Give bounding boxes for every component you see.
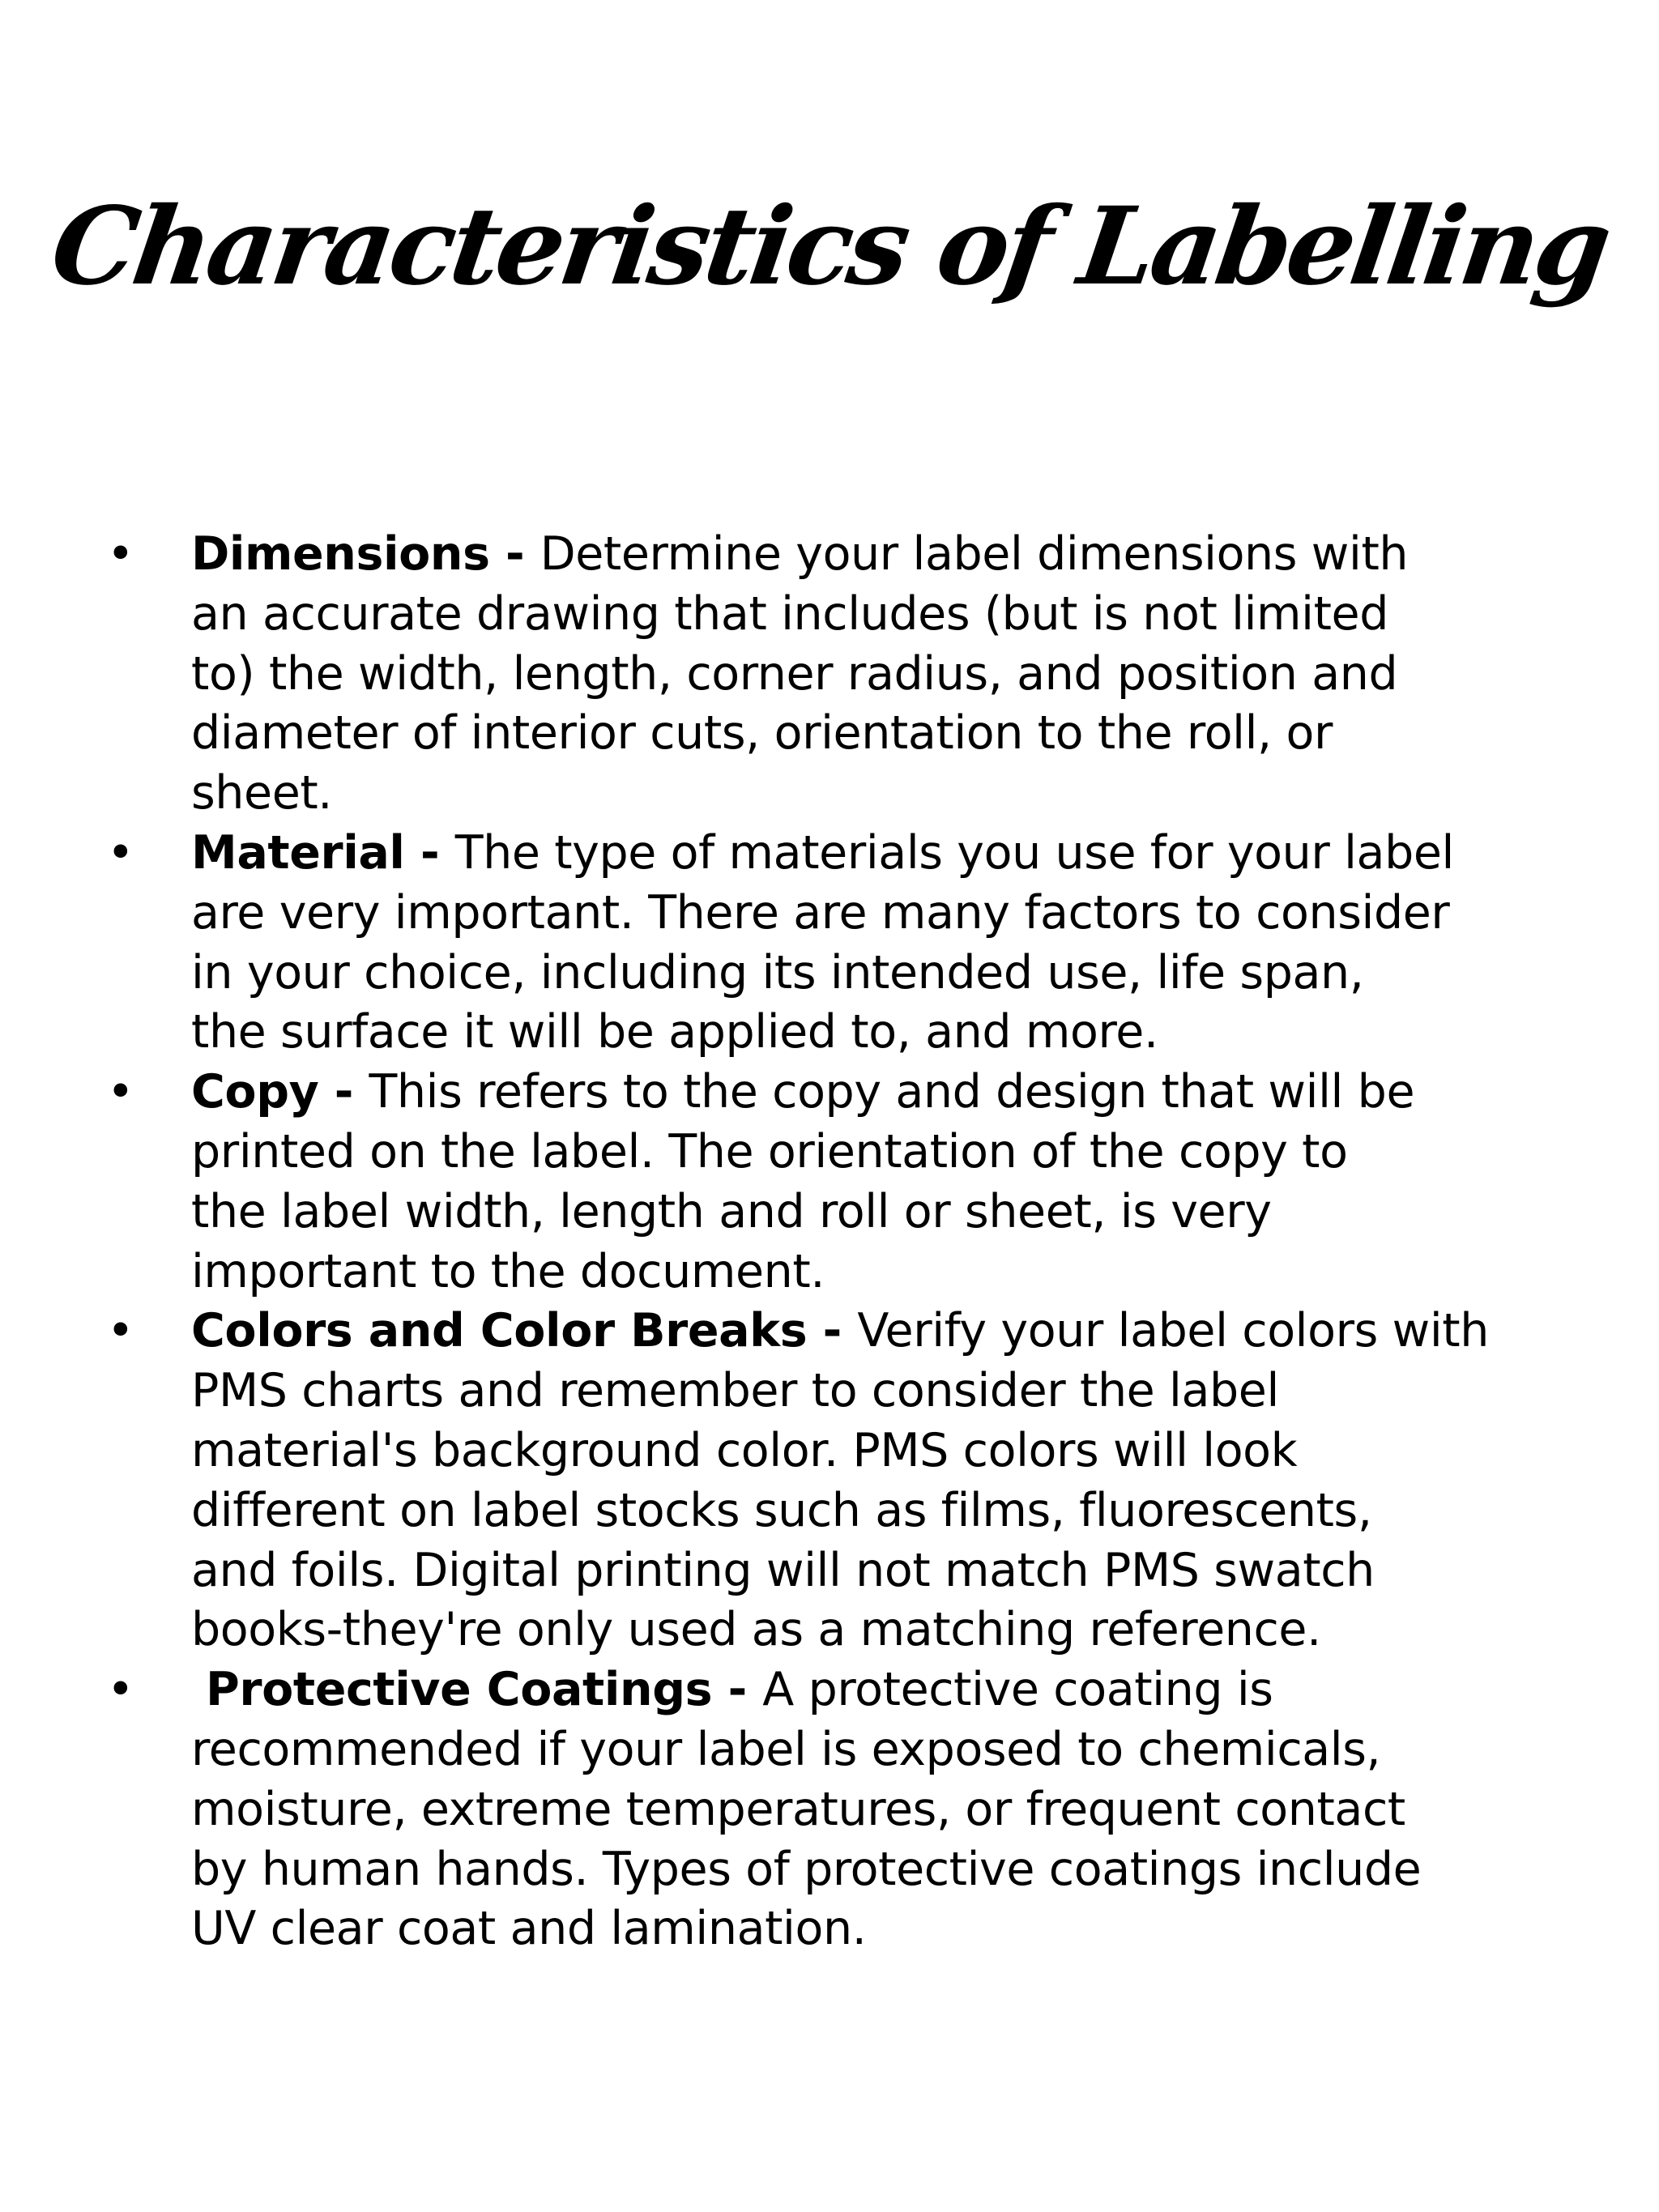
bullet-icon: •	[107, 1304, 134, 1358]
bullet-line	[191, 1302, 1610, 1362]
bullet-line: moisture, extreme temperatures, or frequent contact	[191, 1782, 1405, 1836]
bullet-item-copy	[0, 1063, 1659, 1302]
bullet-line: an accurate drawing that includes (but is not limited	[191, 586, 1389, 641]
bullet-term: Copy -	[191, 1065, 369, 1119]
bullet-line: books-they're only used as a matching reference.	[191, 1603, 1321, 1657]
bullet-text: The type of materials you use for your label	[454, 825, 1454, 880]
bullet-line	[191, 1063, 1610, 1123]
bullet-line: important to the document.	[191, 1244, 825, 1298]
bullet-icon: •	[107, 527, 134, 581]
bullet-line	[191, 525, 1610, 585]
bullet-icon: •	[107, 1663, 134, 1717]
bullet-item-protective-coatings	[0, 1660, 1659, 1959]
bullet-item-material	[0, 824, 1659, 1063]
bullet-line: the surface it will be applied to, and more.	[191, 1005, 1158, 1059]
slide-title: Characteristics of Labelling	[44, 184, 1615, 309]
bullet-line	[191, 1660, 1610, 1720]
bullet-list	[0, 525, 1659, 1959]
bullet-line: recommended if your label is exposed to chemicals,	[191, 1722, 1381, 1776]
bullet-line: printed on the label. The orientation of the copy to	[191, 1124, 1348, 1178]
bullet-line: diameter of interior cuts, orientation to the roll, or	[191, 706, 1333, 761]
bullet-item-colors	[0, 1302, 1659, 1660]
bullet-text: A protective coating is	[762, 1663, 1273, 1717]
bullet-term: Protective Coatings -	[206, 1663, 763, 1717]
bullet-line: and foils. Digital printing will not match PMS swatch	[191, 1543, 1375, 1597]
bullet-line: UV clear coat and lamination.	[191, 1902, 867, 1956]
bullet-line: to) the width, length, corner radius, and position and	[191, 646, 1398, 701]
bullet-line: material's background color. PMS colors will look	[191, 1423, 1298, 1477]
bullet-line: are very important. There are many factors to consider	[191, 885, 1450, 940]
bullet-line: by human hands. Types of protective coatings include	[191, 1842, 1422, 1896]
bullet-term: Dimensions -	[191, 527, 540, 581]
bullet-line: in your choice, including its intended use, life span,	[191, 945, 1364, 999]
bullet-text: Determine your label dimensions with	[539, 527, 1409, 581]
bullet-icon: •	[107, 1065, 134, 1119]
bullet-icon: •	[107, 825, 134, 880]
bullet-text: This refers to the copy and design that will be	[369, 1065, 1415, 1119]
bullet-term: Material -	[191, 825, 455, 880]
bullet-item-dimensions	[0, 525, 1659, 824]
bullet-line: PMS charts and remember to consider the label	[191, 1364, 1279, 1418]
bullet-text: Verify your label colors with	[857, 1304, 1489, 1358]
bullet-term: Colors and Color Breaks -	[191, 1304, 858, 1358]
bullet-line: different on label stocks such as films, fluorescents,	[191, 1483, 1372, 1537]
bullet-line: sheet.	[191, 766, 333, 820]
bullet-line: the label width, length and roll or sheet, is very	[191, 1184, 1272, 1238]
bullet-line	[191, 824, 1610, 884]
